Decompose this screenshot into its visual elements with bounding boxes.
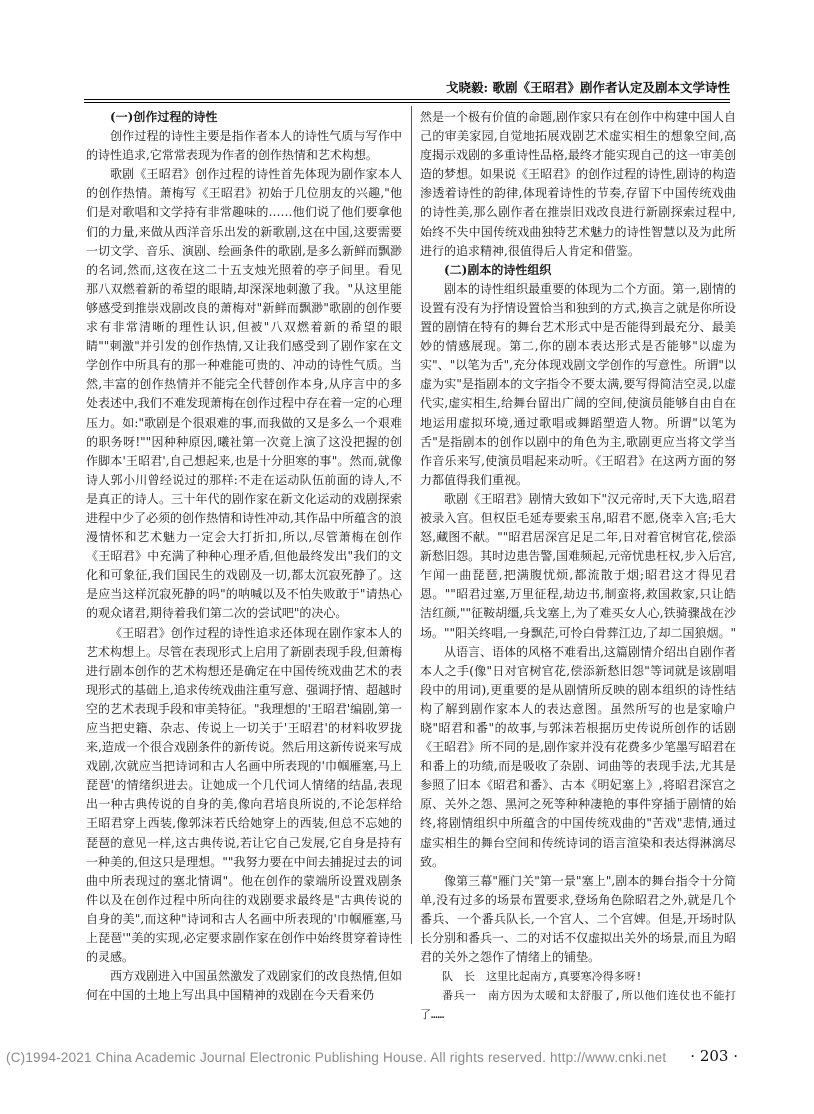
header-rule-thin [84,102,730,103]
running-header: 戈晓毅: 歌剧《王昭君》剧作者认定及剧本文学诗性 [446,80,730,95]
page-number: · 203 · [690,1047,738,1065]
header-rule-thick [84,99,730,100]
paragraph: 从语言、语体的风格不难看出,这篇剧情介绍出自剧作者本人之手(像"日对官树官花,偿添新愁旧怨"等词就是该剧唱段中的用词),更重要的是从剧情所反映的剧本组织的诗性结构了解到剧作家本人的表达意图。虽然所写的也是家喻户晓"昭君和番"的故事,与郭沫若根据历史传说所创作的话剧《王昭君》所不同的是,剧作家并没有花费多少笔墨写昭君在和番上的功绩,而是吸收了杂剧、词曲等的表现手法,尤其是参照了旧本《昭君和番》、古本《明妃塞上》,将昭君深宫之原、关外之怨、黑河之死等种种凄艳的事件穿插于剧情的始终,将剧情组织中所蕴含的中国传统戏曲的"苦戏"悲情,通过虚实相生的舞台空间和传统诗词的语言渲染和表达得淋漓尽致。 [420,644,736,869]
script-line-captain: 队 长 这里比起南方,真要寒冷得多呀! [442,970,643,984]
paragraph: 剧本的诗性组织最重要的体现为二个方面。第一,剧情的设置有没有为抒情设置恰当和独到的方式,换言之就是你所设置的剧情在特有的舞台艺术形式中是否能得到最充分、最美妙的情感展现。第二,你的剧本表达形式是否能够"以虚为实"、"以笔为舌",充分体现戏剧文学创作的写意性。所谓"以虚为实"是指剧本的文字指令不要太满,要写得简洁空灵,以虚代实,虚实相生,给舞台留出广阔的空间,使演员能够自由自在地运用虚拟环境,通过歌唱或舞蹈塑造人物。所谓"以笔为舌"是指剧本的创作以剧中的角色为主,歌剧更应当将文学当作音乐来写,使演员唱起来动听。《王昭君》在这两方面的努力都值得我们重视。 [420,281,736,487]
paragraph: 歌剧《王昭君》剧情大致如下"汉元帝时,天下大选,昭君被录入宫。但权臣毛延寿要索玉帛,昭君不愿,侥幸入宫;毛大怒,藏图不献。""昭君居深宫足足二年,日对着官树官花,偿添新愁旧怨。其时边患告警,国难频起,元帝忧患枉权,步入后宫,乍闻一曲琵琶,把满腹忧烦,都流散于烟;昭君这才得见君恩。""昭君过塞,万里征程,劫边书,制蛮将,救国救家,只让皓洁红颜,""征鞍胡缰,兵戈塞上,为了难买女人心,铁骑骤战在沙场。""阳关终唱,一身飘茫,可怜白骨葬江边,了却二国狼烟。" [420,491,737,640]
paragraph: 创作过程的诗性主要是指作者本人的诗性气质与写作中的诗性追求,它常常表现为作者的创作热情和艺术构想。 [86,129,402,163]
paragraph: 西方戏剧进入中国虽然激发了戏剧家们的改良热情,但如何在中国的土地上写出具中国精神的戏剧在今天看来仍 [86,969,402,1003]
section-heading-creation-poetics: (一)创作过程的诗性 [110,110,218,124]
paragraph-continued: 然是一个极有价值的命题,剧作家只有在创作中构建中国人自己的审美家园,自觉地拓展戏剧艺术虚实相生的想象空间,高度揭示戏剧的多重诗性品格,最终才能实现自己的这一审美创造的梦想。如果说《王昭君》的创作过程的诗性,剧诗的构造渗透着诗性的韵律,体现着诗性的节奏,存留下中国传统戏曲的诗性美,那么剧作者在推崇旧戏改良进行新剧探索过程中,始终不失中国传统戏曲独特艺术魅力的诗性智慧以及为此所进行的追求精神,很值得后人肯定和借鉴。 [420,110,736,258]
paragraph: 像第三幕"雁门关"第一景"塞上",剧本的舞台指令十分简单,没有过多的场景布置要求,登场角色除昭君之外,就是几个番兵、一个番兵队长,一个宫人、二个宫婢。但是,开场时队长分别和番兵一、二的对话不仅虚拟出关外的场景,而且为昭君的关外之怨作了情绪上的铺垫。 [420,873,736,965]
paragraph: 《王昭君》创作过程的诗性追求还体现在剧作家本人的艺术构想上。尽管在表现形式上启用了新剧表现手段,但萧梅进行剧本创作的艺术构想还是确定在中国传统戏曲艺术的表现形式的基础上,追求传统戏曲注重写意、强调抒情、超越时空的艺术表现手段和审美特征。"我理想的'王昭君'编剧,第一应当把史籍、杂志、传说上一切关于'王昭君'的材料收罗拢来,造成一个很合戏剧条件的新传说。然后用这新传说来写成戏剧,次就应当把诗词和古人名画中所表现的'巾帼雁塞,马上琵琶'的情绪织进去。让她成一个几代词人情绪的结晶,表现出一种古典传说的自身的美,像向君培良所说的,不论怎样给王昭君穿上西装,像郭沫若氏给她穿上的西装,但总不忘她的琵琶的意见一样,这古典传说,若让它自己发展,它自身是持有一种美的,但这只是理想。""我努力要在中间去捕捉过去的词曲中所表现过的塞北情调"。他在创作的蒙端所设置戏剧条件以及在创作过程中所向往的戏剧要求最终是"古典传说的自身的美",而这种"诗词和古人名画中所表现的'巾帼雁塞,马上琵琶'"美的实现,必定要求剧作家在创作中始终贯穿着诗性的灵感。 [86,625,402,965]
left-column [86,108,402,1003]
right-column [420,108,737,1022]
copyright-notice: (C)1994-2021 China Academic Journal Electronic Publishing House. All rights reserved. http://www.cnki.net [6,1050,667,1065]
section-heading-script-poetics: (二)剧本的诗性组织 [444,262,552,277]
column-divider [411,106,412,944]
paragraph: 歌剧《王昭君》创作过程的诗性首先体现为剧作家本人的创作热情。萧梅写《王昭君》初始于几位朋友的兴趣,"他们是对歌唱和文学持有非常趣味的……他们说了他们要拿他们的力量,来做从西洋音乐出发的新歌剧,这在中国,这要需要一切文学、音乐、演剧、绘画条件的歌剧,是多么新鲜而飘渺的名词,然而,这夜在这二十五支烛光照着的亭子间里。看见那八双燃着新的希望的眼睛,却深深地刺激了我。"从这里能够感受到推崇戏剧改良的萧梅对"新鲜而飘渺"歌剧的创作要求有非常清晰的理性认识,但被"八双燃着新的希望的眼睛""刺激"并引发的创作热情,又让我们感受到了剧作家在文学创作中所具有的那一种难能可贵的、冲动的诗性气质。当然,丰富的创作热情并不能完全代替创作本身,从序言中的多处表述中,我们不难发现萧梅在创作过程中存在着一定的心理压力。如:"歌剧是个很艰难的事,而我做的又是多么一个艰难的职务呀!""因种种原因,曦社第一次竟上演了这没把握的创作脚本'王昭君',自己想起来,也是十分胆寒的事"。然而,就像诗人郭小川曾经说过的那样:不走在运动队伍前面的诗人,不是真正的诗人。三十年代的剧作家在新文化运动的戏剧探索进程中少了必须的创作热情和诗性冲动,其作品中所蕴含的浪漫情怀和艺术魅力一定会大打折扣,所以,尽管萧梅在创作《王昭君》中充满了种种心理矛盾,但他最终发出"我们的文化和可象征,我们国民生的戏剧及一切,都太沉寂死静了。这是应当这样沉寂死静的吗"的呐喊以及不怕失败敢于"请热心的观众诸君,期待着我们第二次的尝试吧"的决心。 [86,167,402,621]
script-line-soldier: 番兵一 南方因为太暖和太舒服了,所以他们连仗也不能打了…… [420,989,736,1022]
